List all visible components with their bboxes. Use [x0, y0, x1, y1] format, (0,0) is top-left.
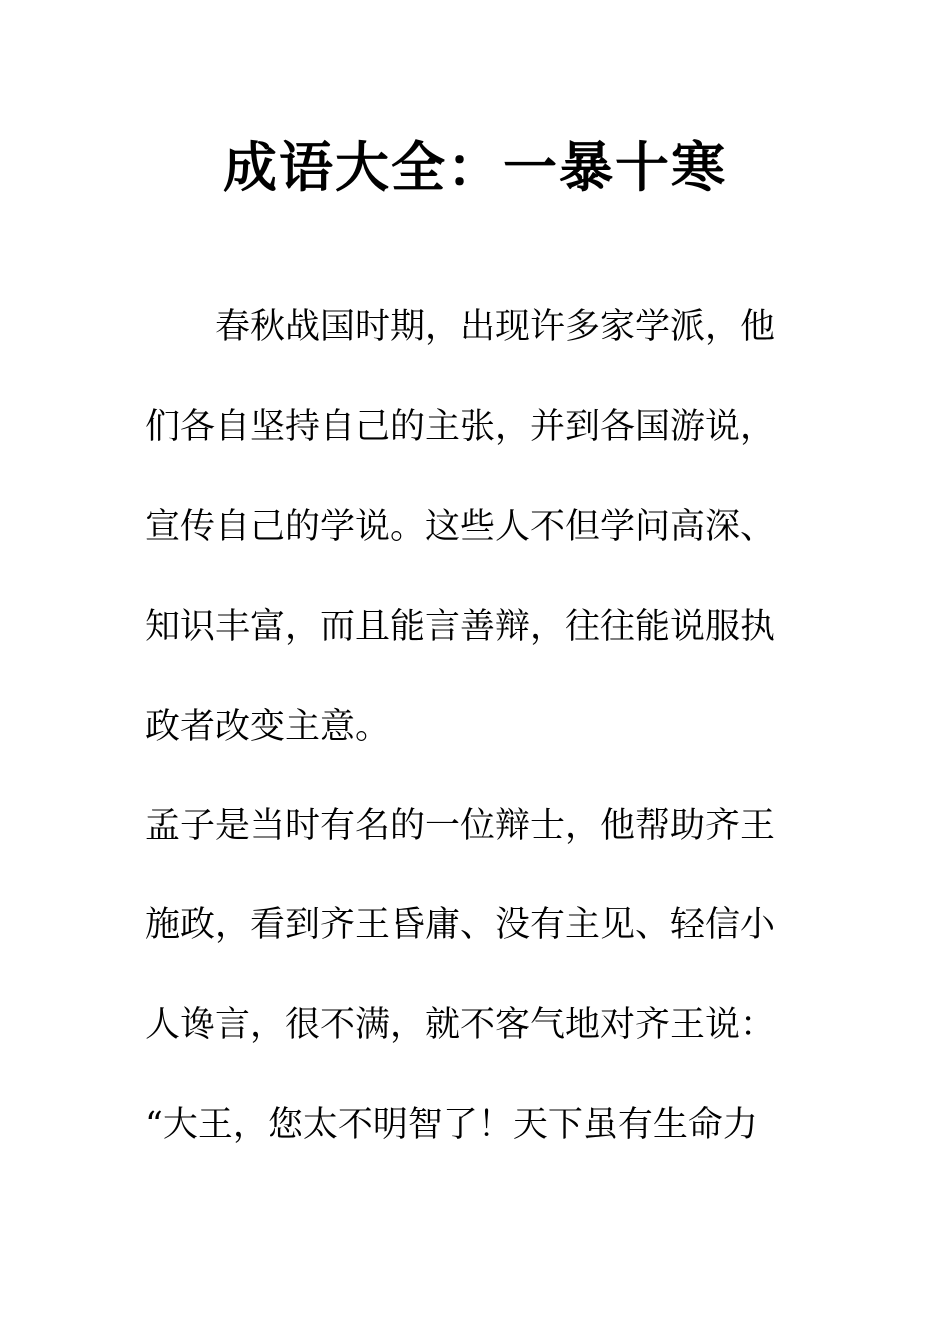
paragraph-line: 政者改变主意。	[145, 707, 391, 747]
paragraph-line: 施政，看到齐王昏庸、没有主见、轻信小	[145, 905, 776, 945]
document-title: 成语大全：一暴十寒	[223, 136, 727, 199]
paragraph-line: 人谗言，很不满，就不客气地对齐王说：	[145, 1005, 776, 1045]
paragraph-line: “大王，您太不明智了！天下虽有生命力	[145, 1105, 758, 1145]
paragraph-line: 春秋战国时期，出现许多家学派，他	[145, 307, 776, 347]
paragraph-line: 们各自坚持自己的主张，并到各国游说，	[145, 407, 776, 447]
paragraph-line: 孟子是当时有名的一位辩士，他帮助齐王	[145, 806, 776, 846]
paragraph-line: 宣传自己的学说。这些人不但学问高深、	[145, 507, 776, 547]
paragraph-line: 知识丰富，而且能言善辩，往往能说服执	[145, 607, 776, 647]
